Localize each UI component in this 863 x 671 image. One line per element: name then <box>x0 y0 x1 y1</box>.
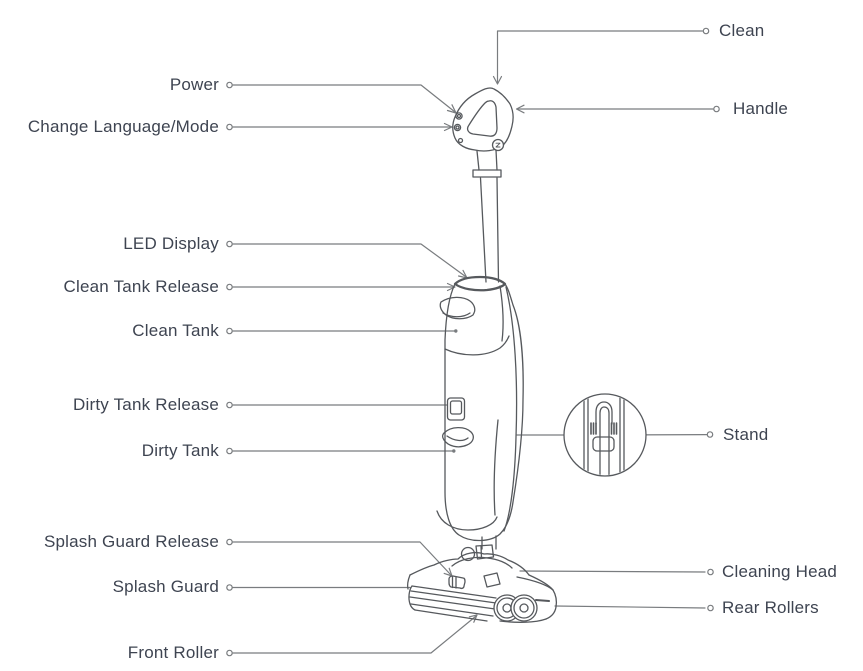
label-splash-guard: Splash Guard <box>112 577 219 596</box>
label-cleaning-head: Cleaning Head <box>722 562 838 581</box>
handle-screw-detail <box>459 139 463 143</box>
dirty-tank-part <box>437 420 498 530</box>
rear-cylinder-cap <box>546 590 556 619</box>
splash-guard-part <box>409 586 496 621</box>
label-stand: Stand <box>723 425 769 444</box>
dot-power <box>227 82 232 87</box>
dot-front-roller <box>227 650 232 655</box>
dot-change-language-mode <box>227 124 232 129</box>
stand-hatch-left <box>591 423 596 434</box>
dot-dirty-tank <box>227 448 232 453</box>
body-part <box>437 277 523 541</box>
dot-clean <box>703 28 708 33</box>
clean-tank-grip-pocket <box>440 297 475 318</box>
cleaning-head-part <box>408 553 557 623</box>
label-dots <box>227 28 719 655</box>
vacuum-artwork <box>408 88 646 622</box>
dirty-tank-release-button <box>448 398 465 420</box>
leader-lines <box>227 28 719 655</box>
leader-cleaning-head <box>520 571 705 572</box>
label-clean-tank-release: Clean Tank Release <box>63 277 219 296</box>
handle-grip-cutout <box>468 101 497 136</box>
label-front-roller: Front Roller <box>127 643 219 662</box>
leader-front-roller <box>233 617 476 654</box>
rear-rollers-part <box>494 595 537 621</box>
label-handle: Handle <box>733 99 789 118</box>
dot-splash-guard-release <box>227 539 232 544</box>
label-splash-guard-release: Splash Guard Release <box>43 532 219 551</box>
leader-dirty-tank-end-dot <box>452 449 455 452</box>
stand-magnifier <box>564 394 646 476</box>
dot-led-display <box>227 241 232 246</box>
leader-clean-tank-end-dot <box>454 329 457 332</box>
label-dirty-tank: Dirty Tank <box>141 441 219 460</box>
label-led-display: LED Display <box>123 234 219 253</box>
dirty-tank-spout <box>443 428 474 447</box>
dot-handle <box>714 106 719 111</box>
label-rear-rollers: Rear Rollers <box>722 598 819 617</box>
leader-led-display <box>233 244 466 277</box>
body-top-rim <box>455 277 505 290</box>
power-button <box>456 113 462 119</box>
label-change-language-mode: Change Language/Mode <box>27 117 219 136</box>
head-decal-panel <box>484 573 500 587</box>
label-dirty-tank-release: Dirty Tank Release <box>73 395 219 414</box>
rear-cylinder-dash <box>536 600 549 601</box>
dot-dirty-tank-release <box>227 402 232 407</box>
stand-hatch-right <box>612 423 617 434</box>
rear-cylinder-top <box>517 577 553 590</box>
label-power: Power <box>169 75 219 94</box>
dot-stand <box>707 432 712 437</box>
head-top-outline <box>410 553 529 575</box>
leader-power <box>233 85 455 112</box>
mode-button <box>454 124 460 130</box>
label-clean: Clean <box>719 21 765 40</box>
dot-rear-rollers <box>708 605 713 610</box>
magnifier-circle <box>564 394 646 476</box>
label-clean-tank: Clean Tank <box>132 321 219 340</box>
dot-clean-tank-release <box>227 284 232 289</box>
leader-clean <box>498 31 703 83</box>
handle-part <box>453 88 513 151</box>
splash-guard-release-latch <box>449 576 465 588</box>
pole-part <box>473 150 501 282</box>
dot-cleaning-head <box>708 569 713 574</box>
dot-clean-tank <box>227 328 232 333</box>
dot-splash-guard <box>227 585 232 590</box>
leader-splash-guard-release <box>233 542 451 575</box>
leader-rear-rollers <box>555 606 705 608</box>
